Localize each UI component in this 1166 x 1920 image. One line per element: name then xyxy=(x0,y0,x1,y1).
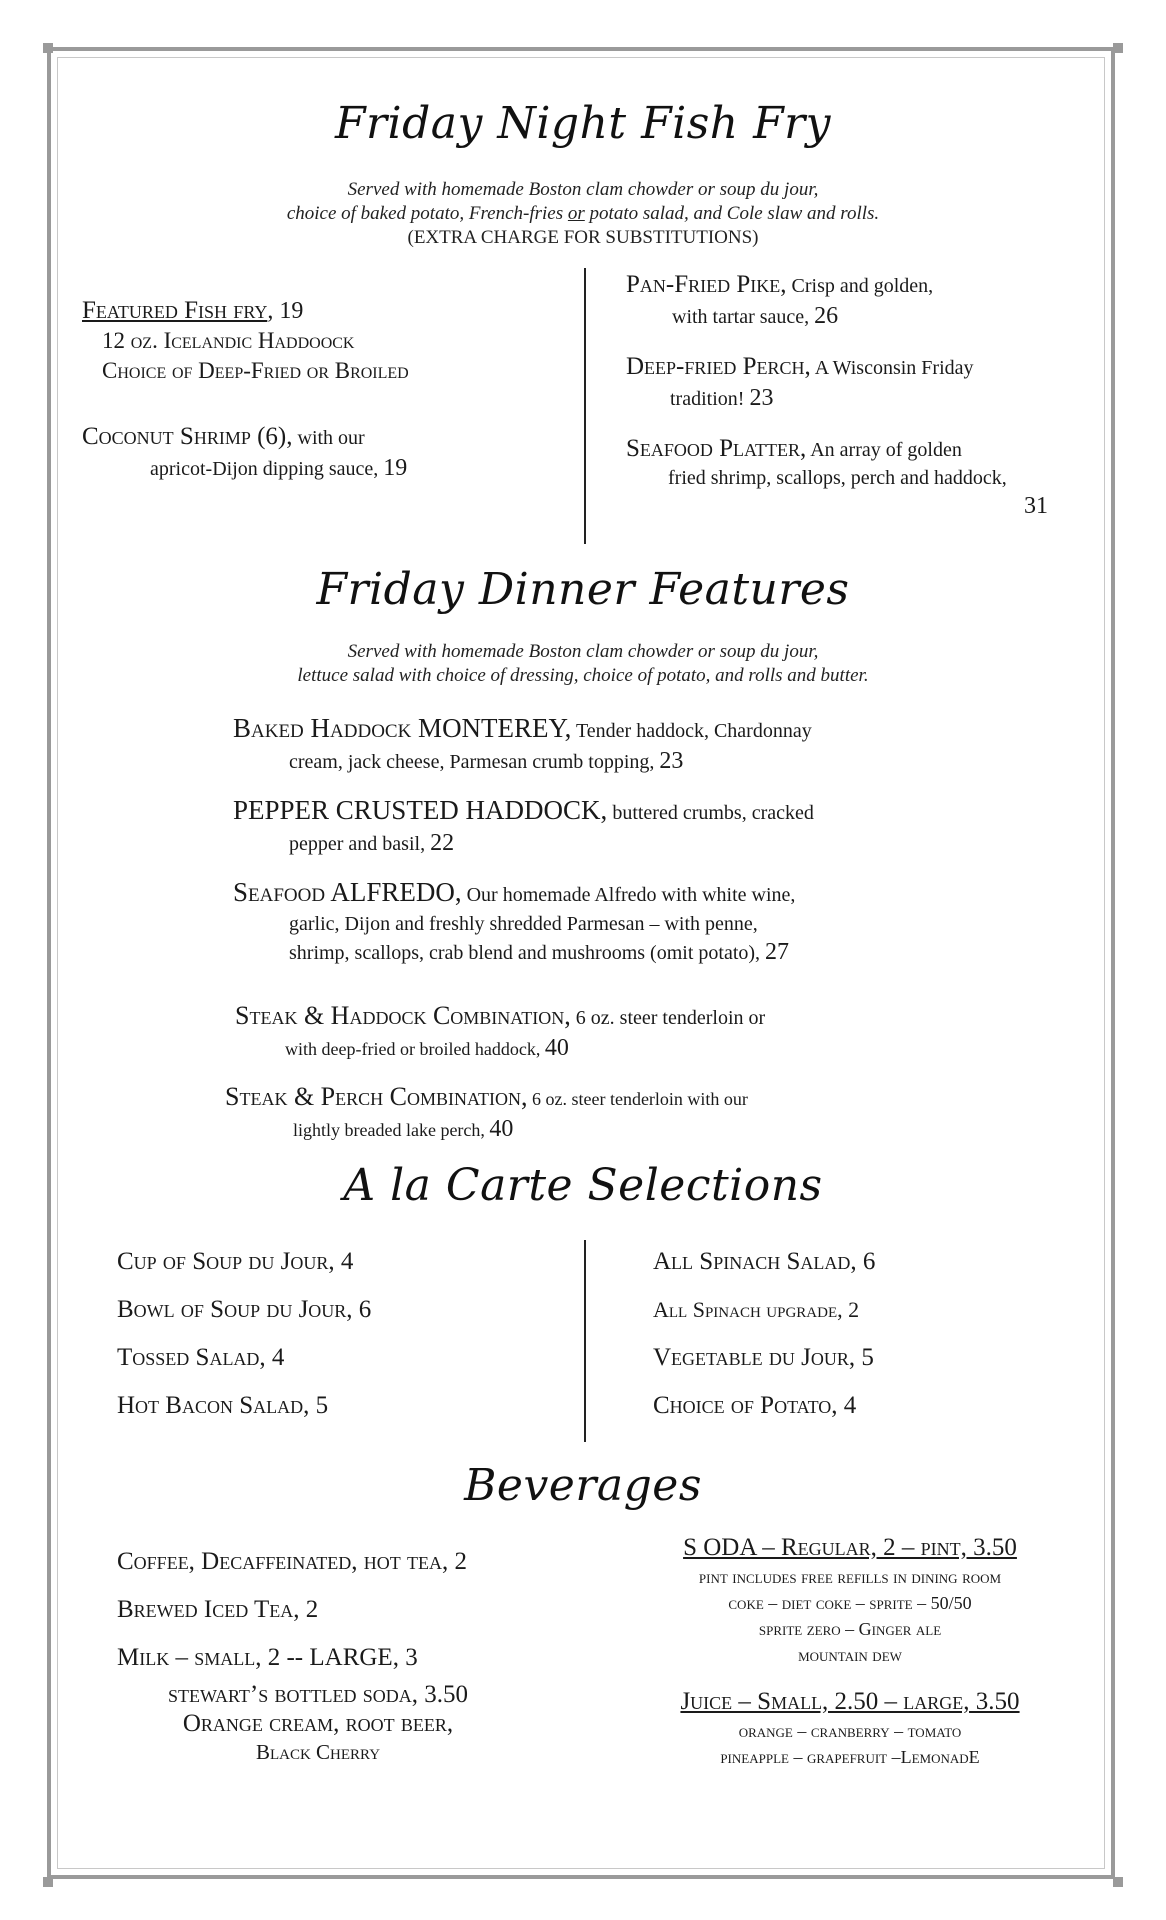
soda-line: pint includes free refills in dining room xyxy=(698,1567,1002,1587)
item-price: 27 xyxy=(765,939,790,965)
corner-ornament xyxy=(43,1877,53,1887)
juice-block xyxy=(620,1686,1080,1770)
menu-item-steak-perch xyxy=(225,1082,748,1145)
corner-ornament xyxy=(1113,1877,1123,1887)
item-name: Seafood ALFREDO, xyxy=(233,877,462,907)
item-name: Steak & Haddock Combination, xyxy=(235,1001,571,1030)
note-line: (EXTRA CHARGE FOR SUBSTITUTIONS) xyxy=(407,227,759,248)
item-desc: Our homemade Alfredo with white wine, xyxy=(461,884,796,906)
list-item: Brewed Iced Tea, 2 xyxy=(117,1596,319,1623)
item-desc: with our xyxy=(292,427,365,449)
item-desc: An array of golden xyxy=(806,439,962,461)
item-desc: A Wisconsin Friday xyxy=(810,357,974,379)
list-item: Milk – small, 2 -- LARGE, 3 xyxy=(117,1644,418,1671)
list-item: Tossed Salad, 4 xyxy=(117,1344,285,1371)
dinner-title: Friday Dinner Features xyxy=(316,564,850,615)
item-name: Deep-fried Perch, xyxy=(626,353,811,380)
corner-ornament xyxy=(1113,43,1123,53)
menu-item-seafood-platter xyxy=(626,434,1052,521)
item-price: 40 xyxy=(489,1116,514,1142)
item-desc: fried shrimp, scallops, perch and haddock, xyxy=(668,467,1007,489)
note-line xyxy=(0,202,1166,226)
item-desc: cream, jack cheese, Parmesan crumb topping, xyxy=(289,751,660,773)
list-item: Choice of Potato, 4 xyxy=(653,1392,857,1419)
column-divider xyxy=(584,1240,586,1442)
column-divider xyxy=(584,268,586,544)
note-text: choice of baked potato, French-fries xyxy=(286,203,568,224)
stewart-line: Black Cherry xyxy=(255,1740,381,1764)
item-price: 26 xyxy=(814,303,839,329)
juice-line: pineapple – grapefruit –LemonadE xyxy=(720,1747,980,1767)
juice-line: orange – cranberry – tomato xyxy=(738,1721,962,1741)
dinner-note xyxy=(0,640,1166,688)
note-line: Served with homemade Boston clam chowder or soup du jour, xyxy=(347,179,819,200)
item-desc: Tender haddock, Chardonnay xyxy=(571,720,812,742)
item-price: , 19 xyxy=(267,298,304,324)
note-text: or xyxy=(567,203,585,224)
item-name: Pan-Fried Pike, xyxy=(626,271,787,298)
stewart-line: stewart’s bottled soda, 3.50 xyxy=(168,1681,468,1708)
note-line: Served with homemade Boston clam chowder or soup du jour, xyxy=(347,641,819,662)
item-desc: Crisp and golden, xyxy=(786,275,934,297)
fish-fry-title: Friday Night Fish Fry xyxy=(334,98,832,149)
list-item: Vegetable du Jour, 5 xyxy=(653,1344,874,1371)
item-name: PEPPER CRUSTED HADDOCK, xyxy=(233,795,608,825)
list-item: Hot Bacon Salad, 5 xyxy=(117,1392,329,1419)
item-detail: 12 oz. Icelandic Haddoock xyxy=(102,328,355,353)
item-price: 23 xyxy=(749,385,774,411)
item-desc: 6 oz. steer tenderloin or xyxy=(570,1007,766,1029)
item-desc: apricot-Dijon dipping sauce, xyxy=(150,458,384,480)
soda-line: coke – diet coke – sprite – 50/50 xyxy=(728,1593,972,1613)
beverages-left-list xyxy=(117,1538,467,1682)
item-desc: tradition! xyxy=(670,388,750,410)
soda-title: S ODA – Regular, 2 – pint, 3.50 xyxy=(683,1534,1017,1561)
stewart-line: Orange cream, root beer, xyxy=(182,1710,454,1737)
item-price: 40 xyxy=(544,1035,569,1061)
item-detail: Choice of Deep-Fried or Broiled xyxy=(102,358,409,383)
list-item: Cup of Soup du Jour, 4 xyxy=(117,1248,354,1275)
list-item: Coffee, Decaffeinated, hot tea, 2 xyxy=(117,1548,467,1575)
item-price: 23 xyxy=(659,748,684,774)
note-line: lettuce salad with choice of dressing, choice of potato, and rolls and butter. xyxy=(297,665,869,686)
item-desc: with tartar sauce, xyxy=(672,306,815,328)
fish-fry-note xyxy=(0,178,1166,250)
soda-line: sprite zero – Ginger ale xyxy=(758,1619,942,1639)
item-desc: buttered crumbs, cracked xyxy=(607,802,814,824)
alacarte-right-list xyxy=(653,1238,875,1430)
alacarte-left-list xyxy=(117,1238,371,1430)
menu-item-featured-fish-fry xyxy=(82,296,409,386)
juice-title: Juice – Small, 2.50 – large, 3.50 xyxy=(680,1688,1020,1715)
note-text: potato salad, and Cole slaw and rolls. xyxy=(584,203,880,224)
item-name: Baked Haddock MONTEREY, xyxy=(233,713,572,743)
menu-item-deep-fried-perch xyxy=(626,352,974,414)
menu-item-pepper-crusted-haddock xyxy=(233,795,814,859)
menu-item-pan-fried-pike xyxy=(626,270,933,332)
item-price: 19 xyxy=(383,455,408,481)
item-desc: garlic, Dijon and freshly shredded Parmesan – with penne, xyxy=(289,913,758,935)
beverages-title: Beverages xyxy=(464,1460,702,1511)
item-name: Seafood Platter, xyxy=(626,435,807,462)
item-price: 31 xyxy=(1024,493,1048,519)
item-name: Featured Fish fry xyxy=(82,297,268,324)
item-desc: with deep-fried or broiled haddock, xyxy=(285,1039,545,1059)
item-desc: lightly breaded lake perch, xyxy=(293,1120,490,1140)
item-name: Steak & Perch Combination, xyxy=(225,1082,528,1111)
menu-item-seafood-alfredo xyxy=(233,877,795,967)
list-item: Bowl of Soup du Jour, 6 xyxy=(117,1296,372,1323)
alacarte-title: A la Carte Selections xyxy=(343,1160,823,1211)
menu-item-baked-haddock xyxy=(233,713,812,777)
item-desc: 6 oz. steer tenderloin with our xyxy=(527,1089,748,1109)
stewarts-soda xyxy=(118,1680,518,1767)
soda-block xyxy=(620,1532,1080,1668)
list-item: All Spinach upgrade, 2 xyxy=(653,1297,860,1322)
item-price: 22 xyxy=(430,830,455,856)
item-desc: shrimp, scallops, crab blend and mushrooms (omit potato), xyxy=(289,942,766,964)
item-name: Coconut Shrimp (6), xyxy=(82,423,293,450)
corner-ornament xyxy=(43,43,53,53)
list-item: All Spinach Salad, 6 xyxy=(653,1248,876,1275)
menu-item-steak-haddock xyxy=(235,1001,765,1064)
item-desc: pepper and basil, xyxy=(289,833,431,855)
soda-line: mountain dew xyxy=(798,1645,902,1665)
menu-item-coconut-shrimp xyxy=(82,422,407,484)
